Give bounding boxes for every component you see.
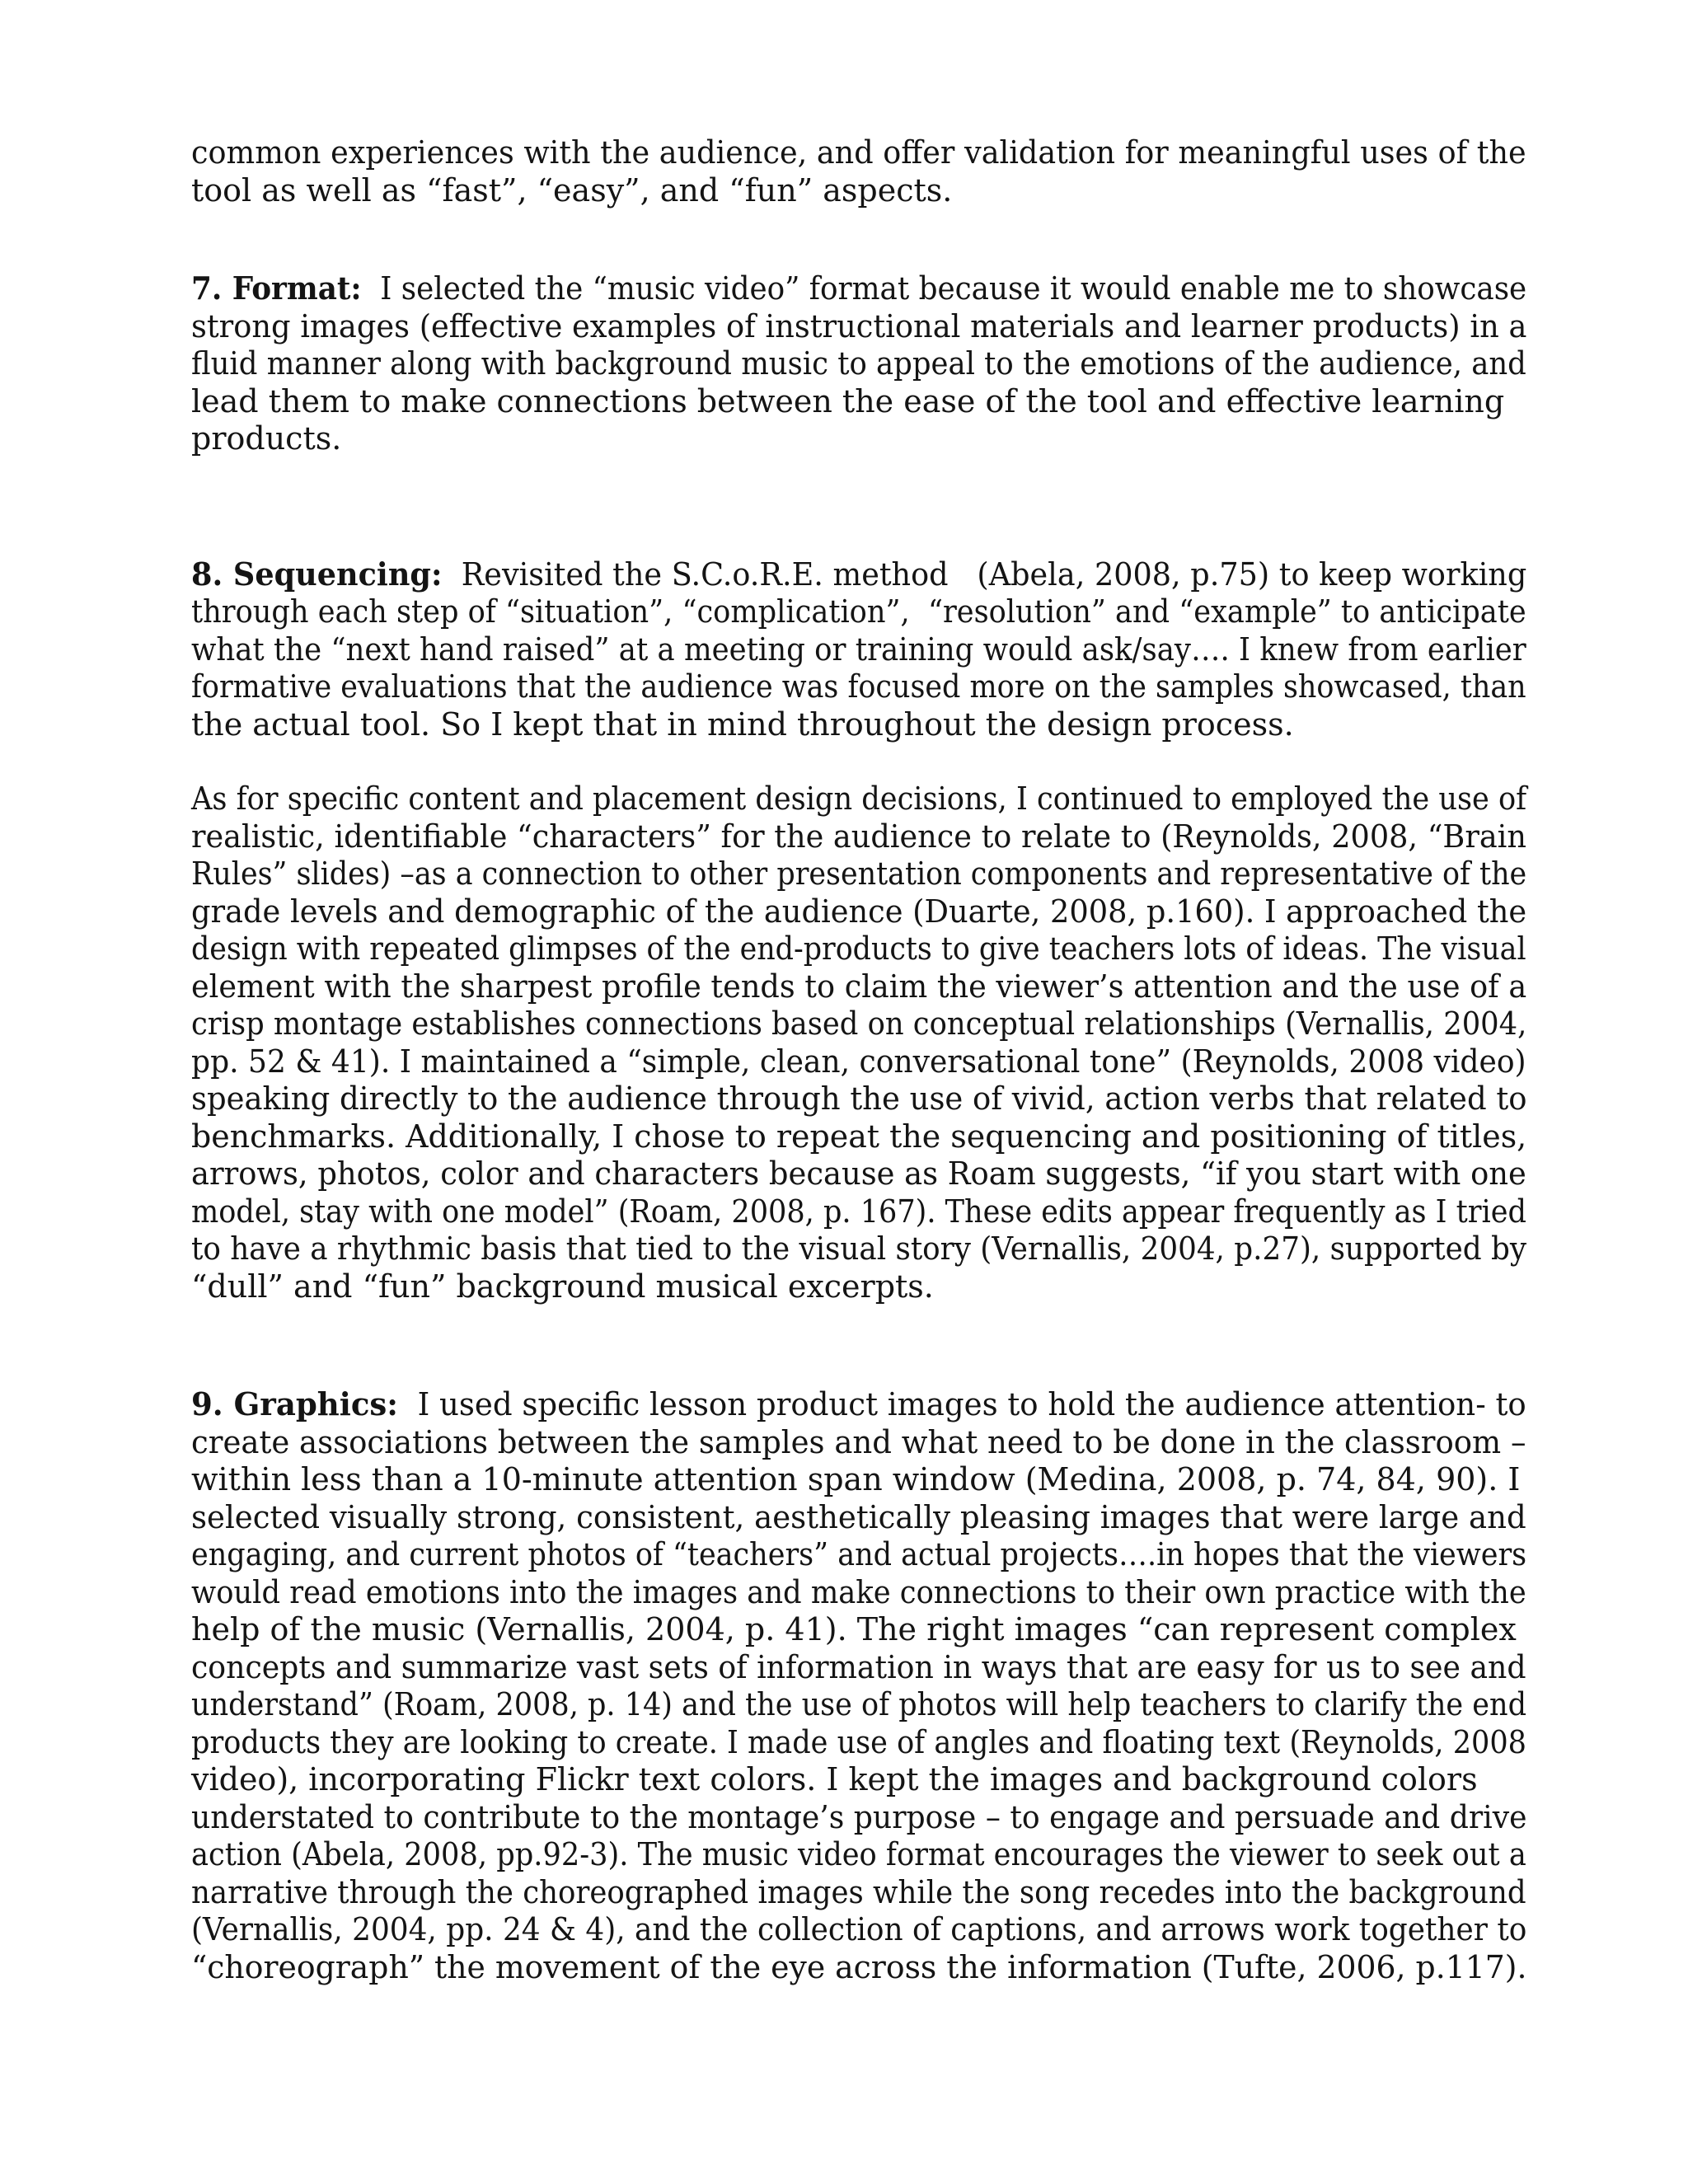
text-line: to have a rhythmic basis that tied to the visual story (Vernallis, 2004, p.27), supported by (191, 1230, 1527, 1267)
text-line: the actual tool. So I kept that in mind throughout the design process. (191, 705, 1294, 743)
paragraph-content-placement (191, 780, 1526, 1305)
section-heading-sequencing: 8. Sequencing: (191, 555, 443, 593)
text-line: model, stay with one model” (Roam, 2008, p. 167). These edits appear frequently as I tried (191, 1193, 1526, 1230)
text-line: understand” (Roam, 2008, p. 14) and the use of photos will help teachers to clarify the end (191, 1686, 1527, 1722)
text-line: fluid manner along with background music to appeal to the emotions of the audience, and (191, 345, 1526, 382)
text-line: grade levels and demographic of the audience (Duarte, 2008, p.160). I approached the (191, 893, 1527, 930)
text-line: element with the sharpest profile tends to claim the viewer’s attention and the use of a (191, 968, 1527, 1005)
text-line: within less than a 10-minute attention span window (Medina, 2008, p. 74, 84, 90). I (191, 1461, 1521, 1497)
text-line: narrative through the choreographed images while the song recedes into the background (191, 1873, 1526, 1910)
text-line: would read emotions into the images and make connections to their own practice with the (191, 1573, 1526, 1610)
text-line: Rules” slides) –as a connection to other presentation components and representative of the (191, 855, 1527, 892)
text-line: engaging, and current photos of “teachers” and actual projects….in hopes that the viewers (191, 1536, 1527, 1572)
text-line: speaking directly to the audience through the use of vivid, action verbs that related to (191, 1080, 1527, 1117)
text-line: arrows, photos, color and characters because as Roam suggests, “if you start with one (191, 1155, 1526, 1192)
text-line: through each step of “situation”, “complication”, “resolution” and “example” to anticipate (191, 593, 1526, 630)
text-line (191, 555, 1527, 594)
text-line: what the “next hand raised” at a meeting or training would ask/say…. I knew from earlier (191, 630, 1526, 668)
text-line: (Vernallis, 2004, pp. 24 & 4), and the collection of captions, and arrows work together to (191, 1911, 1527, 1947)
text-line (191, 1385, 1526, 1424)
text-line (191, 269, 1527, 308)
text-line: products. (191, 420, 342, 457)
paragraph-format (191, 269, 1526, 458)
text-run: I selected the “music video” format because it would enable me to showcase (361, 270, 1527, 307)
text-line: As for specific content and placement design decisions, I continued to employed the use of (191, 780, 1527, 817)
text-line: lead them to make connections between the ease of the tool and effective learning (191, 382, 1505, 419)
text-line: common experiences with the audience, and offer validation for meaningful uses of the (191, 134, 1526, 171)
text-run: Revisited the S.C.o.R.E. method (Abela, 2008, p.75) to keep working (442, 555, 1527, 593)
text-line: pp. 52 & 41). I maintained a “simple, clean, conversational tone” (Reynolds, 2008 video) (191, 1043, 1526, 1080)
text-line: action (Abela, 2008, pp.92-3). The music video format encourages the viewer to seek out a (191, 1836, 1526, 1872)
section-heading-format: 7. Format: (191, 269, 362, 307)
text-line: concepts and summarize vast sets of information in ways that are easy for us to see and (191, 1648, 1526, 1685)
document-page (191, 134, 1526, 1986)
text-line: help of the music (Vernallis, 2004, p. 41). The right images “can represent complex (191, 1611, 1517, 1647)
section-heading-graphics: 9. Graphics: (191, 1385, 398, 1422)
text-line: formative evaluations that the audience was focused more on the samples showcased, than (191, 668, 1526, 705)
text-line: strong images (effective examples of instructional materials and learner products) in a (191, 307, 1527, 344)
paragraph-graphics (191, 1385, 1526, 1986)
paragraph-sequencing (191, 555, 1526, 744)
text-line: realistic, identifiable “characters” for the audience to relate to (Reynolds, 2008, “Brain (191, 818, 1526, 855)
text-line: tool as well as “fast”, “easy”, and “fun” aspects. (191, 171, 953, 209)
paragraph-continuation (191, 134, 1526, 209)
text-line: products they are looking to create. I made use of angles and floating text (Reynolds, 2008 (191, 1723, 1526, 1760)
text-line: create associations between the samples and what need to be done in the classroom – (191, 1423, 1526, 1460)
text-line: understated to contribute to the montage’s purpose – to engage and persuade and drive (191, 1798, 1527, 1835)
text-line: video), incorporating Flickr text colors. I kept the images and background colors (191, 1761, 1478, 1797)
text-run: I used specific lesson product images to hold the audience attention- to (397, 1386, 1526, 1422)
text-line: selected visually strong, consistent, aesthetically pleasing images that were large and (191, 1498, 1526, 1535)
text-line: benchmarks. Additionally, I chose to repeat the sequencing and positioning of titles, (191, 1118, 1527, 1155)
text-line: “dull” and “fun” background musical excerpts. (191, 1268, 934, 1305)
text-line: design with repeated glimpses of the end-products to give teachers lots of ideas. The visual (191, 930, 1526, 967)
text-line: crisp montage establishes connections based on conceptual relationships (Vernallis, 2004, (191, 1005, 1527, 1042)
text-line: “choreograph” the movement of the eye across the information (Tufte, 2006, p.117). (191, 1948, 1527, 1985)
